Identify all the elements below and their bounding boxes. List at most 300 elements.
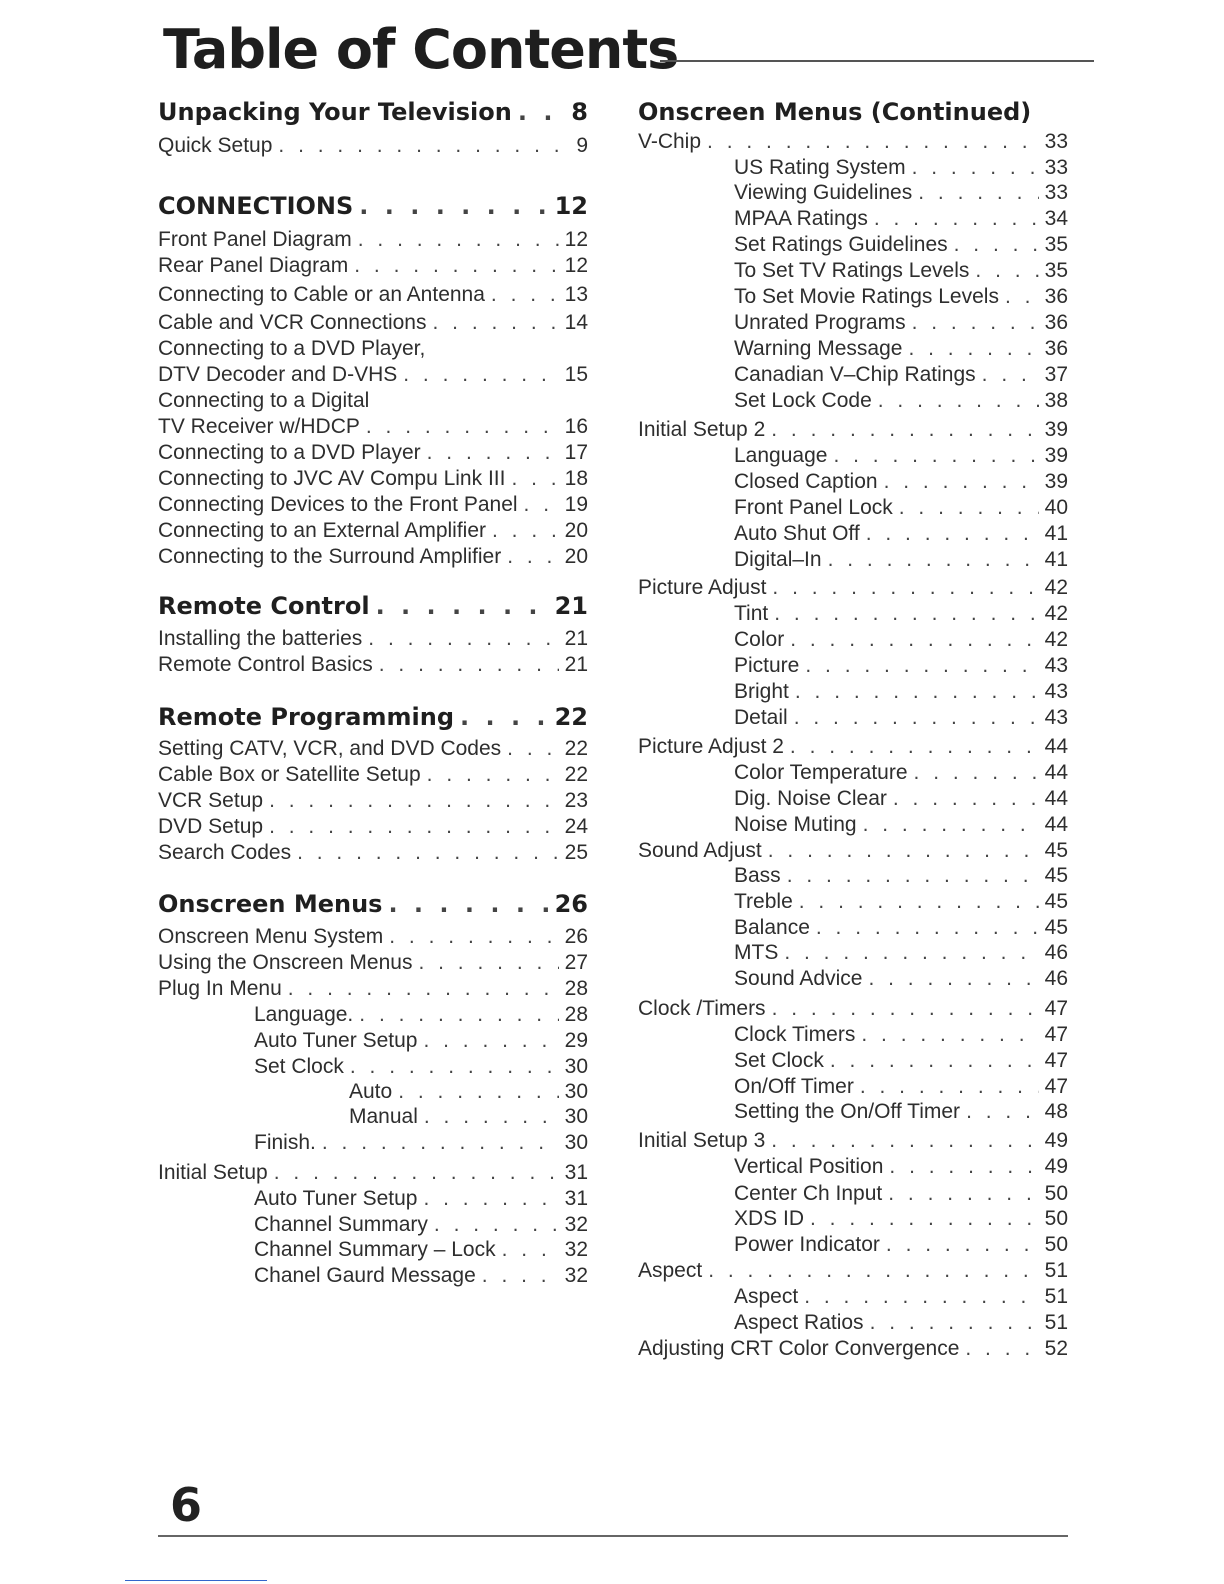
toc-entry bbox=[734, 337, 1068, 361]
page-ref: 49 bbox=[1044, 1129, 1068, 1152]
page-ref: 51 bbox=[1044, 1311, 1068, 1334]
entry-label: Sound Advice bbox=[734, 967, 863, 990]
page-ref: 23 bbox=[564, 789, 588, 812]
toc-entry bbox=[254, 1131, 588, 1155]
toc-entry bbox=[734, 444, 1068, 468]
link-underline bbox=[125, 1580, 267, 1581]
page-ref: 38 bbox=[1044, 389, 1068, 412]
section-title: Unpacking Your Television bbox=[158, 98, 512, 126]
dot-leader bbox=[863, 813, 1039, 837]
toc-entry bbox=[158, 337, 588, 361]
entry-label: Power Indicator bbox=[734, 1233, 880, 1256]
page-ref: 45 bbox=[1044, 864, 1068, 887]
toc-entry bbox=[734, 1182, 1068, 1206]
dot-leader bbox=[423, 1029, 558, 1053]
dot-leader bbox=[868, 967, 1038, 991]
entry-label: Sound Adjust bbox=[638, 839, 762, 862]
toc-entry bbox=[734, 285, 1068, 309]
dot-leader bbox=[427, 763, 559, 787]
entry-label: Connecting to the Surround Amplifier bbox=[158, 545, 502, 568]
toc-entry bbox=[734, 761, 1068, 785]
toc-entry bbox=[734, 1100, 1068, 1124]
toc-entry bbox=[734, 548, 1068, 572]
dot-leader bbox=[918, 181, 1038, 205]
entry-label: Warning Message bbox=[734, 337, 903, 360]
page-ref: 47 bbox=[1044, 997, 1068, 1020]
toc-entry bbox=[349, 1080, 588, 1104]
dot-leader bbox=[491, 283, 559, 307]
toc-section-heading bbox=[158, 890, 588, 918]
toc-entry bbox=[158, 493, 588, 517]
dot-leader bbox=[768, 839, 1039, 863]
entry-label: Using the Onscreen Menus bbox=[158, 951, 413, 974]
dot-leader bbox=[966, 1100, 1039, 1124]
page-ref: 12 bbox=[564, 254, 588, 277]
entry-label: Connecting to a DVD Player bbox=[158, 441, 421, 464]
entry-label: Connecting to JVC AV Compu Link III bbox=[158, 467, 506, 490]
dot-leader bbox=[912, 311, 1039, 335]
toc-entry bbox=[638, 839, 1068, 863]
dot-leader bbox=[359, 1003, 558, 1027]
page-ref: 24 bbox=[564, 815, 588, 838]
page-ref: 49 bbox=[1044, 1155, 1068, 1178]
dot-leader bbox=[912, 156, 1039, 180]
page-ref: 22 bbox=[554, 703, 588, 731]
toc-entry bbox=[734, 233, 1068, 257]
dot-leader bbox=[870, 1311, 1039, 1335]
page-ref: 50 bbox=[1044, 1207, 1068, 1230]
dot-leader bbox=[874, 207, 1039, 231]
entry-label: Initial Setup 2 bbox=[638, 418, 766, 441]
dot-leader bbox=[502, 1238, 559, 1262]
entry-label: Rear Panel Diagram bbox=[158, 254, 349, 277]
toc-entry bbox=[158, 789, 588, 813]
dot-leader bbox=[799, 890, 1039, 914]
page-ref: 28 bbox=[564, 1003, 588, 1026]
dot-leader bbox=[816, 916, 1039, 940]
dot-leader bbox=[398, 1080, 558, 1104]
entry-label: Center Ch Input bbox=[734, 1182, 883, 1205]
dot-leader bbox=[810, 1207, 1039, 1231]
toc-entry bbox=[254, 1264, 588, 1288]
page-ref: 32 bbox=[564, 1213, 588, 1236]
toc-entry bbox=[158, 1161, 588, 1185]
dot-leader bbox=[708, 1259, 1038, 1283]
entry-label: Initial Setup 3 bbox=[638, 1129, 766, 1152]
toc-entry bbox=[158, 134, 588, 158]
entry-label: Channel Summary bbox=[254, 1213, 428, 1236]
toc-entry bbox=[638, 130, 1068, 154]
entry-label: Plug In Menu bbox=[158, 977, 282, 1000]
entry-label: Chanel Gaurd Message bbox=[254, 1264, 476, 1287]
entry-label: Cable and VCR Connections bbox=[158, 311, 427, 334]
toc-entry bbox=[158, 519, 588, 543]
page-ref: 14 bbox=[564, 311, 588, 334]
page-ref: 42 bbox=[1044, 576, 1068, 599]
entry-label: MTS bbox=[734, 941, 779, 964]
entry-label: Initial Setup bbox=[158, 1161, 268, 1184]
entry-label: Auto bbox=[349, 1080, 393, 1103]
dot-leader bbox=[965, 1337, 1038, 1361]
toc-entry bbox=[734, 181, 1068, 205]
toc-entry bbox=[638, 1259, 1068, 1283]
toc-entry bbox=[254, 1238, 588, 1262]
entry-label: Cable Box or Satellite Setup bbox=[158, 763, 421, 786]
toc-entry bbox=[158, 841, 588, 865]
toc-entry bbox=[734, 1049, 1068, 1073]
page-ref: 22 bbox=[564, 737, 588, 760]
toc-entry bbox=[254, 1003, 588, 1027]
toc-entry bbox=[734, 259, 1068, 283]
toc-entry bbox=[158, 441, 588, 465]
entry-label: Channel Summary – Lock bbox=[254, 1238, 496, 1261]
dot-leader bbox=[366, 415, 559, 439]
entry-label: Color Temperature bbox=[734, 761, 908, 784]
toc-entry bbox=[158, 415, 588, 439]
page-ref: 51 bbox=[1044, 1285, 1068, 1308]
page-ref: 46 bbox=[1044, 941, 1068, 964]
dot-leader bbox=[833, 444, 1038, 468]
entry-label: Vertical Position bbox=[734, 1155, 884, 1178]
entry-label: Digital–In bbox=[734, 548, 822, 571]
entry-label: Auto Shut Off bbox=[734, 522, 860, 545]
entry-label: Front Panel Lock bbox=[734, 496, 893, 519]
toc-entry bbox=[254, 1213, 588, 1237]
dot-leader bbox=[359, 192, 548, 220]
page-ref: 28 bbox=[564, 977, 588, 1000]
entry-label: Detail bbox=[734, 706, 788, 729]
entry-label: Bright bbox=[734, 680, 789, 703]
toc-entry bbox=[734, 864, 1068, 888]
entry-label: Manual bbox=[349, 1105, 418, 1128]
section-title: Onscreen Menus (Continued) bbox=[638, 98, 1032, 126]
section-title: Remote Programming bbox=[158, 703, 454, 731]
entry-label: US Rating System bbox=[734, 156, 906, 179]
dot-leader bbox=[379, 653, 559, 677]
toc-entry bbox=[158, 977, 588, 1001]
entry-label: Closed Caption bbox=[734, 470, 878, 493]
entry-label: Set Clock bbox=[254, 1055, 344, 1078]
toc-entry bbox=[734, 916, 1068, 940]
toc-section-heading bbox=[158, 703, 588, 731]
toc-entry bbox=[158, 228, 588, 252]
dot-leader bbox=[482, 1264, 559, 1288]
page-ref: 43 bbox=[1044, 654, 1068, 677]
dot-leader bbox=[423, 1187, 558, 1211]
entry-label: Color bbox=[734, 628, 785, 651]
page-ref: 26 bbox=[564, 925, 588, 948]
page-ref: 18 bbox=[564, 467, 588, 490]
dot-leader bbox=[787, 864, 1039, 888]
entry-label: Connecting Devices to the Front Panel bbox=[158, 493, 518, 516]
page-ref: 35 bbox=[1044, 233, 1068, 256]
dot-leader bbox=[424, 1105, 559, 1129]
entry-label: DVD Setup bbox=[158, 815, 264, 838]
page-ref: 41 bbox=[1044, 522, 1068, 545]
entry-label: Set Clock bbox=[734, 1049, 824, 1072]
entry-label: To Set Movie Ratings Levels bbox=[734, 285, 999, 308]
toc-entry bbox=[734, 389, 1068, 413]
entry-label: XDS ID bbox=[734, 1207, 805, 1230]
dot-leader bbox=[771, 1129, 1038, 1153]
page-ref: 36 bbox=[1044, 337, 1068, 360]
entry-label: Onscreen Menu System bbox=[158, 925, 384, 948]
dot-leader bbox=[982, 363, 1039, 387]
page-ref: 44 bbox=[1044, 787, 1068, 810]
page-ref: 47 bbox=[1044, 1075, 1068, 1098]
page-ref: 29 bbox=[564, 1029, 588, 1052]
entry-label: Quick Setup bbox=[158, 134, 273, 157]
page-ref: 39 bbox=[1044, 444, 1068, 467]
entry-label: Connecting to an External Amplifier bbox=[158, 519, 487, 542]
page-ref: 36 bbox=[1044, 285, 1068, 308]
dot-leader bbox=[772, 576, 1038, 600]
dot-leader bbox=[418, 951, 558, 975]
entry-label: DTV Decoder and D-VHS bbox=[158, 363, 398, 386]
page-ref: 21 bbox=[564, 653, 588, 676]
title-rule bbox=[660, 60, 1094, 62]
page-ref: 48 bbox=[1044, 1100, 1068, 1123]
dot-leader bbox=[975, 259, 1038, 283]
toc-entry bbox=[158, 389, 588, 413]
page-ref: 30 bbox=[564, 1080, 588, 1103]
dot-leader bbox=[358, 228, 559, 252]
entry-label: Bass bbox=[734, 864, 781, 887]
entry-label: Language. bbox=[254, 1003, 354, 1026]
page-ref: 50 bbox=[1044, 1182, 1068, 1205]
page-ref: 47 bbox=[1044, 1023, 1068, 1046]
toc-entry bbox=[638, 576, 1068, 600]
dot-leader bbox=[795, 680, 1039, 704]
entry-label: Connecting to a Digital bbox=[158, 389, 370, 412]
page-ref: 42 bbox=[1044, 628, 1068, 651]
entry-label: Aspect bbox=[734, 1285, 799, 1308]
page-ref: 8 bbox=[571, 98, 588, 126]
page-ref: 42 bbox=[1044, 602, 1068, 625]
entry-label: Remote Control Basics bbox=[158, 653, 373, 676]
dot-leader bbox=[794, 706, 1039, 730]
toc-section-heading bbox=[158, 192, 588, 220]
dot-leader bbox=[322, 1131, 559, 1155]
toc-entry bbox=[638, 735, 1068, 759]
page-ref: 39 bbox=[1044, 418, 1068, 441]
bottom-rule bbox=[158, 1535, 1068, 1537]
dot-leader bbox=[1005, 285, 1039, 309]
dot-leader bbox=[784, 941, 1038, 965]
page-ref: 20 bbox=[564, 519, 588, 542]
section-title: Onscreen Menus bbox=[158, 890, 383, 918]
dot-leader bbox=[297, 841, 559, 865]
dot-leader bbox=[403, 363, 558, 387]
toc-entry bbox=[158, 545, 588, 569]
dot-leader bbox=[269, 789, 559, 813]
page-ref: 33 bbox=[1044, 130, 1068, 153]
dot-leader bbox=[460, 703, 549, 731]
page-ref: 52 bbox=[1044, 1337, 1068, 1360]
dot-leader bbox=[884, 470, 1039, 494]
dot-leader bbox=[805, 654, 1038, 678]
toc-entry bbox=[734, 706, 1068, 730]
section-title: Remote Control bbox=[158, 592, 370, 620]
dot-leader bbox=[828, 548, 1039, 572]
toc-entry bbox=[734, 522, 1068, 546]
toc-entry bbox=[158, 653, 588, 677]
entry-label: Search Codes bbox=[158, 841, 292, 864]
dot-leader bbox=[772, 997, 1039, 1021]
toc-entry bbox=[734, 496, 1068, 520]
toc-entry bbox=[734, 470, 1068, 494]
page-ref: 47 bbox=[1044, 1049, 1068, 1072]
page-ref: 34 bbox=[1044, 207, 1068, 230]
page-ref: 46 bbox=[1044, 967, 1068, 990]
page-ref: 16 bbox=[564, 415, 588, 438]
toc-entry bbox=[734, 1233, 1068, 1257]
dot-leader bbox=[354, 254, 558, 278]
dot-leader bbox=[376, 592, 549, 620]
entry-label: Aspect bbox=[638, 1259, 703, 1282]
toc-entry bbox=[158, 763, 588, 787]
entry-label: Tint bbox=[734, 602, 769, 625]
toc-entry bbox=[638, 1129, 1068, 1153]
toc-entry bbox=[254, 1055, 588, 1079]
page-title: Table of Contents bbox=[163, 18, 679, 81]
toc-entry bbox=[734, 602, 1068, 626]
page-ref: 17 bbox=[564, 441, 588, 464]
dot-leader bbox=[888, 1182, 1038, 1206]
toc-entry bbox=[734, 1155, 1068, 1179]
toc-section-heading bbox=[638, 98, 1068, 126]
toc-entry bbox=[158, 254, 588, 278]
page-ref: 30 bbox=[564, 1105, 588, 1128]
dot-leader bbox=[861, 1023, 1038, 1047]
entry-label: Unrated Programs bbox=[734, 311, 906, 334]
page-ref: 12 bbox=[564, 228, 588, 251]
entry-label: VCR Setup bbox=[158, 789, 264, 812]
page-ref: 12 bbox=[554, 192, 588, 220]
section-title: CONNECTIONS bbox=[158, 192, 354, 220]
page-ref: 41 bbox=[1044, 548, 1068, 571]
entry-label: Auto Tuner Setup bbox=[254, 1187, 418, 1210]
entry-label: TV Receiver w/HDCP bbox=[158, 415, 360, 438]
dot-leader bbox=[804, 1285, 1038, 1309]
entry-label: Setting CATV, VCR, and DVD Codes bbox=[158, 737, 502, 760]
entry-label: Treble bbox=[734, 890, 793, 913]
page-ref: 19 bbox=[564, 493, 588, 516]
page-ref: 45 bbox=[1044, 839, 1068, 862]
toc-entry bbox=[734, 363, 1068, 387]
page-number: 6 bbox=[170, 1478, 203, 1532]
dot-leader bbox=[511, 467, 558, 491]
dot-leader bbox=[389, 925, 558, 949]
dot-leader bbox=[886, 1233, 1039, 1257]
toc-entry bbox=[158, 311, 588, 335]
page-ref: 9 bbox=[576, 134, 588, 157]
toc-entry bbox=[734, 156, 1068, 180]
entry-label: Setting the On/Off Timer bbox=[734, 1100, 961, 1123]
page-ref: 15 bbox=[564, 363, 588, 386]
toc-entry bbox=[734, 1207, 1068, 1231]
page-ref: 30 bbox=[564, 1055, 588, 1078]
entry-label: Clock /Timers bbox=[638, 997, 766, 1020]
entry-label: Connecting to a DVD Player, bbox=[158, 337, 426, 360]
toc-entry bbox=[638, 418, 1068, 442]
dot-leader bbox=[434, 1213, 559, 1237]
toc-entry bbox=[734, 941, 1068, 965]
toc-entry bbox=[158, 283, 588, 307]
toc-entry bbox=[158, 627, 588, 651]
dot-leader bbox=[954, 233, 1039, 257]
toc-entry bbox=[734, 311, 1068, 335]
entry-label: Viewing Guidelines bbox=[734, 181, 913, 204]
page-ref: 33 bbox=[1044, 181, 1068, 204]
dot-leader bbox=[388, 890, 548, 918]
dot-leader bbox=[790, 628, 1038, 652]
page-ref: 22 bbox=[564, 763, 588, 786]
page-ref: 50 bbox=[1044, 1233, 1068, 1256]
toc-entry bbox=[638, 997, 1068, 1021]
page-ref: 43 bbox=[1044, 706, 1068, 729]
page-ref: 26 bbox=[554, 890, 588, 918]
page-ref: 21 bbox=[554, 592, 588, 620]
dot-leader bbox=[771, 418, 1038, 442]
toc-entry bbox=[734, 1023, 1068, 1047]
dot-leader bbox=[433, 311, 559, 335]
toc-entry bbox=[158, 951, 588, 975]
dot-leader bbox=[707, 130, 1039, 154]
dot-leader bbox=[889, 1155, 1038, 1179]
toc-entry bbox=[734, 787, 1068, 811]
entry-label: Noise Muting bbox=[734, 813, 857, 836]
dot-leader bbox=[288, 977, 559, 1001]
dot-leader bbox=[518, 98, 560, 126]
entry-label: Picture bbox=[734, 654, 800, 677]
toc-entry bbox=[734, 813, 1068, 837]
page-ref: 33 bbox=[1044, 156, 1068, 179]
toc-entry bbox=[254, 1029, 588, 1053]
dot-leader bbox=[790, 735, 1039, 759]
page-ref: 27 bbox=[564, 951, 588, 974]
dot-leader bbox=[274, 1161, 559, 1185]
dot-leader bbox=[507, 737, 558, 761]
entry-label: Aspect Ratios bbox=[734, 1311, 864, 1334]
entry-label: On/Off Timer bbox=[734, 1075, 854, 1098]
entry-label: Clock Timers bbox=[734, 1023, 856, 1046]
page-ref: 45 bbox=[1044, 890, 1068, 913]
toc-entry bbox=[638, 1337, 1068, 1361]
dot-leader bbox=[427, 441, 559, 465]
dot-leader bbox=[368, 627, 558, 651]
toc-entry bbox=[158, 815, 588, 839]
toc-section-heading bbox=[158, 592, 588, 620]
page-ref: 37 bbox=[1044, 363, 1068, 386]
toc-entry bbox=[734, 680, 1068, 704]
page-ref: 30 bbox=[564, 1131, 588, 1154]
toc-entry bbox=[158, 467, 588, 491]
page-ref: 40 bbox=[1044, 496, 1068, 519]
entry-label: Connecting to Cable or an Antenna bbox=[158, 283, 485, 306]
entry-label: V-Chip bbox=[638, 130, 702, 153]
entry-label: Picture Adjust bbox=[638, 576, 767, 599]
page-ref: 31 bbox=[564, 1187, 588, 1210]
page-ref: 20 bbox=[564, 545, 588, 568]
entry-label: Set Lock Code bbox=[734, 389, 872, 412]
entry-label: Finish. bbox=[254, 1131, 316, 1154]
dot-leader bbox=[830, 1049, 1039, 1073]
dot-leader bbox=[899, 496, 1039, 520]
page-ref: 44 bbox=[1044, 813, 1068, 836]
page-ref: 31 bbox=[564, 1161, 588, 1184]
dot-leader bbox=[507, 545, 558, 569]
